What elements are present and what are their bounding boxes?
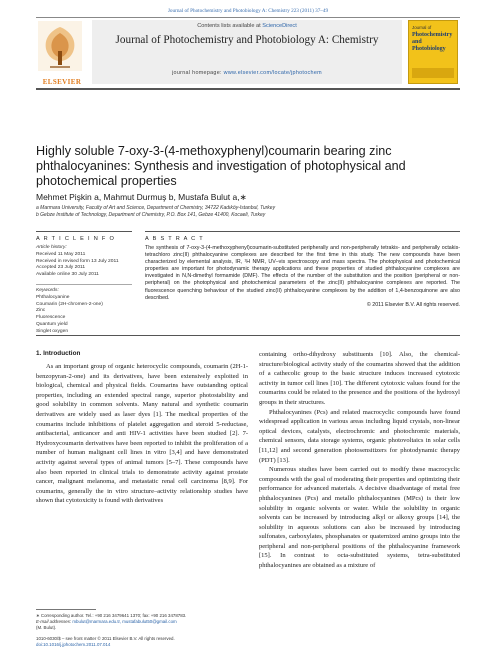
elsevier-wordmark: ELSEVIER bbox=[42, 78, 82, 86]
journal-cover-thumbnail bbox=[408, 20, 458, 84]
keyword-item: Zinc bbox=[36, 308, 46, 314]
keyword-item: Coumarin (2H-chromen-2-one) bbox=[36, 301, 103, 307]
journal-header bbox=[36, 17, 460, 89]
intro-paragraph-2: containing ortho-dihydroxy substituents [10]. Also, the chemical-structure/biological activity study of the coumarins showed that the addition of a cathecolic group to the basic structure induces increased cytotoxic activity in tumor cell lines [10]. The different cytotoxic values found for the coumarins could be related to the presence and the positions of the hydroxyl groups in their structures. bbox=[259, 351, 460, 406]
keyword-item: Singlet oxygen bbox=[36, 328, 69, 334]
email-links[interactable]: mbulut@marmara.edu.tr, mustafabulut50@gmail.com bbox=[72, 619, 177, 624]
cover-stripe bbox=[412, 68, 454, 78]
info-divider bbox=[36, 284, 132, 285]
homepage-prefix: journal homepage: bbox=[172, 70, 224, 76]
doi-link[interactable]: doi:10.1016/j.jphotochem.2011.07.014 bbox=[36, 642, 111, 647]
homepage-link[interactable]: www.elsevier.com/locate/jphotochem bbox=[223, 70, 322, 76]
cover-line-2: Photochemistry and Photobiology bbox=[412, 32, 453, 52]
article-title: Highly soluble 7-oxy-3-(4-methoxyphenyl)coumarin bearing zinc phthalocyanines: Synthesis and investigation of photophysical and photochemical properties bbox=[36, 144, 406, 188]
journal-title: Journal of Photochemistry and Photobiology A: Chemistry bbox=[115, 34, 379, 46]
footnote-rule bbox=[36, 609, 96, 610]
issn-line: 1010-6030/$ – see front matter © 2011 Elsevier B.V. All rights reserved. bbox=[36, 636, 175, 641]
affiliations bbox=[36, 205, 460, 219]
contents-prefix: Contents lists available at bbox=[197, 23, 263, 29]
abstract-heading: A B S T R A C T bbox=[145, 236, 204, 242]
body-right-column bbox=[259, 350, 460, 571]
intro-paragraph-1: As an important group of organic heterocyclic compounds, coumarin (2H-1-benzopyran-2-one) and its derivatives, have been extensively exploited in biological, chemical and physical fields. Coumarins have outstanding optical properties, including an extended spectral range, superior photostability and good solubility in common solvents. Many natural and synthetic coumarin derivatives are widely used as laser dyes [1]. The medical properties of the coumarins include inhibitions of platelet aggregation and steroid 5-reductase, antibacterial, anticancer and anti HIV-1 activities have been studied [2]. 7-Hydroxycoumarin derivatives have been reported to inhibit the proliferation of a number of human malignant cell lines in vitro [3,4] and have demonstrated activity against several types of animal tumors [5–7]. These compounds have also been reported in clinical trials to demonstrate activity against prostate cancer, malignant melanoma, and metastatic renal cell carcinoma [8,9]. For coumarins, generally the in vitro structure–activity relationship studies have shown that cytotoxicity is found with derivatives bbox=[36, 363, 248, 505]
article-info-heading: A R T I C L E I N F O bbox=[36, 236, 116, 242]
history-label: Article history: bbox=[36, 245, 67, 250]
abstract bbox=[145, 245, 460, 309]
introduction-heading: 1. Introduction bbox=[36, 350, 81, 357]
abstract-bottom-rule bbox=[36, 335, 460, 336]
history-received: Received 11 May 2011 bbox=[36, 251, 86, 257]
intro-paragraph-4: Numerous studies have been carried out to modify these macrocyclic compounds with the goal of moderating their properties and optimizing their performance for advanced materials. A decisive disadvantage of metal free phthalocyanines (Pcs) and metallo phthalocyanines (MPcs) is their low solubility in organic solvents or water. While the solubility in organic solvents can be increased by introducing alkyl or alkoxy groups [14], the solubility in aqueous solutions can also be increased by introducing sulfonates, carboxylates, phosphanates or quaternized amino groups into the peripheral and non-peripheral positions of the phthalocyanine framework [15]. In contrast to octa-substituted systems, tetra-substituted phthalocyanines are obtained as a mixture of bbox=[259, 466, 460, 570]
corresponding-author-note: ∗ Corresponding author. Tel.: +90 216 3479641 1370; fax: +90 216 3478783. bbox=[36, 613, 187, 618]
footnotes bbox=[36, 613, 248, 631]
contents-line bbox=[92, 23, 402, 29]
body-left-column bbox=[36, 362, 248, 506]
keywords-label: Keywords: bbox=[36, 287, 59, 293]
keyword-item: Fluorescence bbox=[36, 315, 66, 321]
intro-paragraph-3: Phthalocyanines (Pcs) and related macrocyclic compounds have found widespread application in various areas including liquid crystals, non-linear optical devices, catalysts, electrochromic and photochromic materials, chemical sensors, data storage systems, organic photovoltaics in solar cells [11,12] and second generation photosensitizers for photodynamic therapy (PDT) [13]. bbox=[259, 408, 460, 464]
homepage-line bbox=[92, 70, 402, 76]
abstract-copyright: © 2011 Elsevier B.V. All rights reserved. bbox=[366, 301, 460, 308]
elsevier-tree-icon bbox=[38, 21, 82, 71]
email-label: E-mail addresses: bbox=[36, 619, 73, 624]
issn-block bbox=[36, 636, 248, 648]
history-revised: Received in revised form 13 July 2011 bbox=[36, 258, 119, 264]
author-list: Mehmet Pişkin a, Mahmut Durmuş b, Mustafa Bulut a,∗ bbox=[36, 192, 247, 202]
keyword-item: Phthalocyanine bbox=[36, 294, 70, 300]
article-info-rule bbox=[36, 231, 132, 232]
header-top-rule bbox=[36, 17, 460, 18]
elsevier-logo bbox=[38, 21, 86, 86]
affiliation-b: b Gebze Institute of Technology, Department of Chemistry, P.O. Box 141, Gebze 41400, Kocaeli, Turkey bbox=[36, 212, 266, 218]
abstract-body: The synthesis of 7-oxy-3-(4-methoxyphenyl)coumarin-substituted peripherally and non-peripherally tetrakis- and peripherally octakis-tetrachloro zinc(II) phthalocyanine complexes are described for the first time in this study. The new compounds have been characterized by elemental analysis, IR, ¹H NMR, UV–vis spectroscopy and mass spectra. The photophysical and photochemical properties are important for photodynamic therapy applications and these properties of studied phthalocyanine complexes are investigated in N,N-dimethyl formamide (DMF). The effects of the number of the substitution and the position (peripheral or non-peripheral) on the photophysical and photochemical parameters of the zinc(II) phthalocyanine complexes are reported. The fluorescence quenching behaviour of the studied zinc(II) phthalocyanine complexes by the addition of 1,4-benzoquinone are also described. bbox=[145, 245, 460, 301]
article-info bbox=[36, 245, 132, 336]
history-online: Available online 30 July 2011 bbox=[36, 272, 99, 278]
header-bottom-rule bbox=[36, 88, 460, 90]
cover-line-1: Journal of bbox=[412, 25, 432, 30]
keyword-item: Quantum yield bbox=[36, 321, 68, 327]
affiliation-a: a Marmara University, Faculty of Art and Science, Department of Chemistry, 34722 Kadıköy-Istanbul, Turkey bbox=[36, 205, 276, 211]
email-suffix: (M. Bulut). bbox=[36, 625, 57, 630]
header-band bbox=[92, 20, 402, 84]
history-accepted: Accepted 23 July 2011 bbox=[36, 265, 86, 271]
abstract-rule bbox=[145, 231, 460, 232]
running-head: Journal of Photochemistry and Photobiology A: Chemistry 223 (2011) 37–49 bbox=[167, 8, 329, 14]
sciencedirect-link[interactable]: ScienceDirect bbox=[262, 23, 297, 29]
